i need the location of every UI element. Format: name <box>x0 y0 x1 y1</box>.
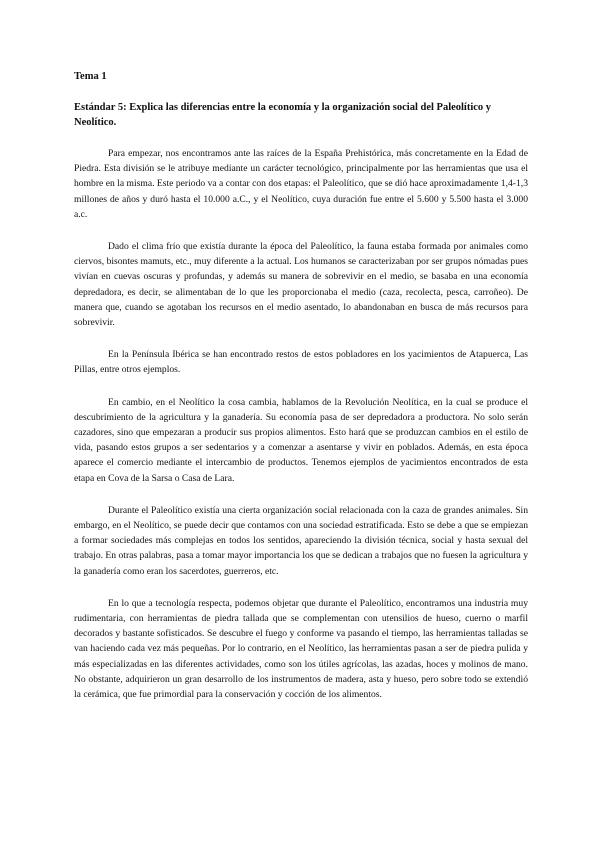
paragraph-iberian-sites: En la Península Ibérica se han encontrado restos de estos pobladores en los yacimientos de Atapuerca, Las Pillas, entre otros ejemplos. <box>74 349 528 376</box>
paragraph-intro: Para empezar, nos encontramos ante las raíces de la España Prehistórica, más concretamente en la Edad de Piedra. Esta división se le atribuye mediante un carácter tecnológico, principalmente por las herramientas que usa el hombre en la misma. Este periodo va a contar con dos etapas: el Paleolítico, que se dió hace aproximadamente 1,4-1,3 millones de años y duró hasta el 10.000 a.C., y el Neolítico, cuya duración fue entre el 5.600 y 5.500 hasta el 3.000 a.c. <box>74 148 528 220</box>
paragraph-social-organization: Durante el Paleolítico existía una cierta organización social relacionada con la caza de grandes animales. Sin embargo, en el Neolítico, se puede decir que contamos con una sociedad estratificada. Esto se debe a que se empiezan a formar sociedades más complejas en todos los sentidos, apareciendo la división técnica, social y hasta sexual del trabajo. En otras palabras, pasa a tomar mayor importancia los que se dedican a trabajos que no fuesen la agricultura y la ganadería como eran los sacerdotes, guerreros, etc. <box>74 504 528 577</box>
topic-heading: Tema 1 <box>74 71 107 82</box>
document-page <box>74 70 528 719</box>
paragraph-technology: En lo que a tecnología respecta, podemos objetar que durante el Paleolítico, encontramos una industria muy rudimentaria, con herramientas de piedra tallada que se complementan con utensilios de hueso, cuerno o marfil decorados y bastante sofisticados. Se descubre el fuego y conforme va pasando el tiempo, las herramientas talladas se van haciendo cada vez más pequeñas. Por lo contrario, en el Neolítico, las herramientas pasan a ser de piedra pulida y más especializadas en las diferentes actividades, como son los útiles agrícolas, las azadas, hoces y molinos de mano. No obstante, adquirieron un gran desarrollo de los instrumentos de madera, asta y hueso, pero sobre todo se extendió la cerámica, que fue primordial para la conservación y cocción de los alimentos. <box>74 597 528 701</box>
paragraph-neolithic: En cambio, en el Neolítico la cosa cambia, hablamos de la Revolución Neolítica, en la cual se produce el descubrimiento de la agricultura y la ganadería. Su economía pasa de ser depredadora a productora. No solo serán cazadores, sino que empezaran a producir sus propios alimentos. Esto hará que se produzcan cambios en el estilo de vida, pasando estos grupos a ser sedentarios y a comenzar a asentarse y vivir en poblados. Además, en esta época aparece el comercio mediante el intercambio de productos. Tenemos ejemplos de yacimientos encontrados de esta etapa en Cova de la Sarsa o Casa de Lara. <box>74 396 528 484</box>
standard-heading: Estándar 5: Explica las diferencias entre la economía y la organización social del Paleolítico y Neolítico. <box>74 102 492 128</box>
paragraph-paleolithic: Dado el clima frío que existía durante la época del Paleolítico, la fauna estaba formada por animales como ciervos, bisontes mamuts, etc., muy diferente a la actual. Los humanos se caracterizaban por ser grupos nómadas pues vivían en cuevas oscuras y profundas, y además su manera de sobrevivir en el medio, se basaba en una economía depredadora, es decir, se alimentaban de lo que les proporcionaba el medio (caza, recolecta, pesca, carroñeo). De manera que, cuando se agotaban los recursos en el medio asentado, lo abandonaban en busca de más recursos para sobrevivir. <box>74 241 528 329</box>
